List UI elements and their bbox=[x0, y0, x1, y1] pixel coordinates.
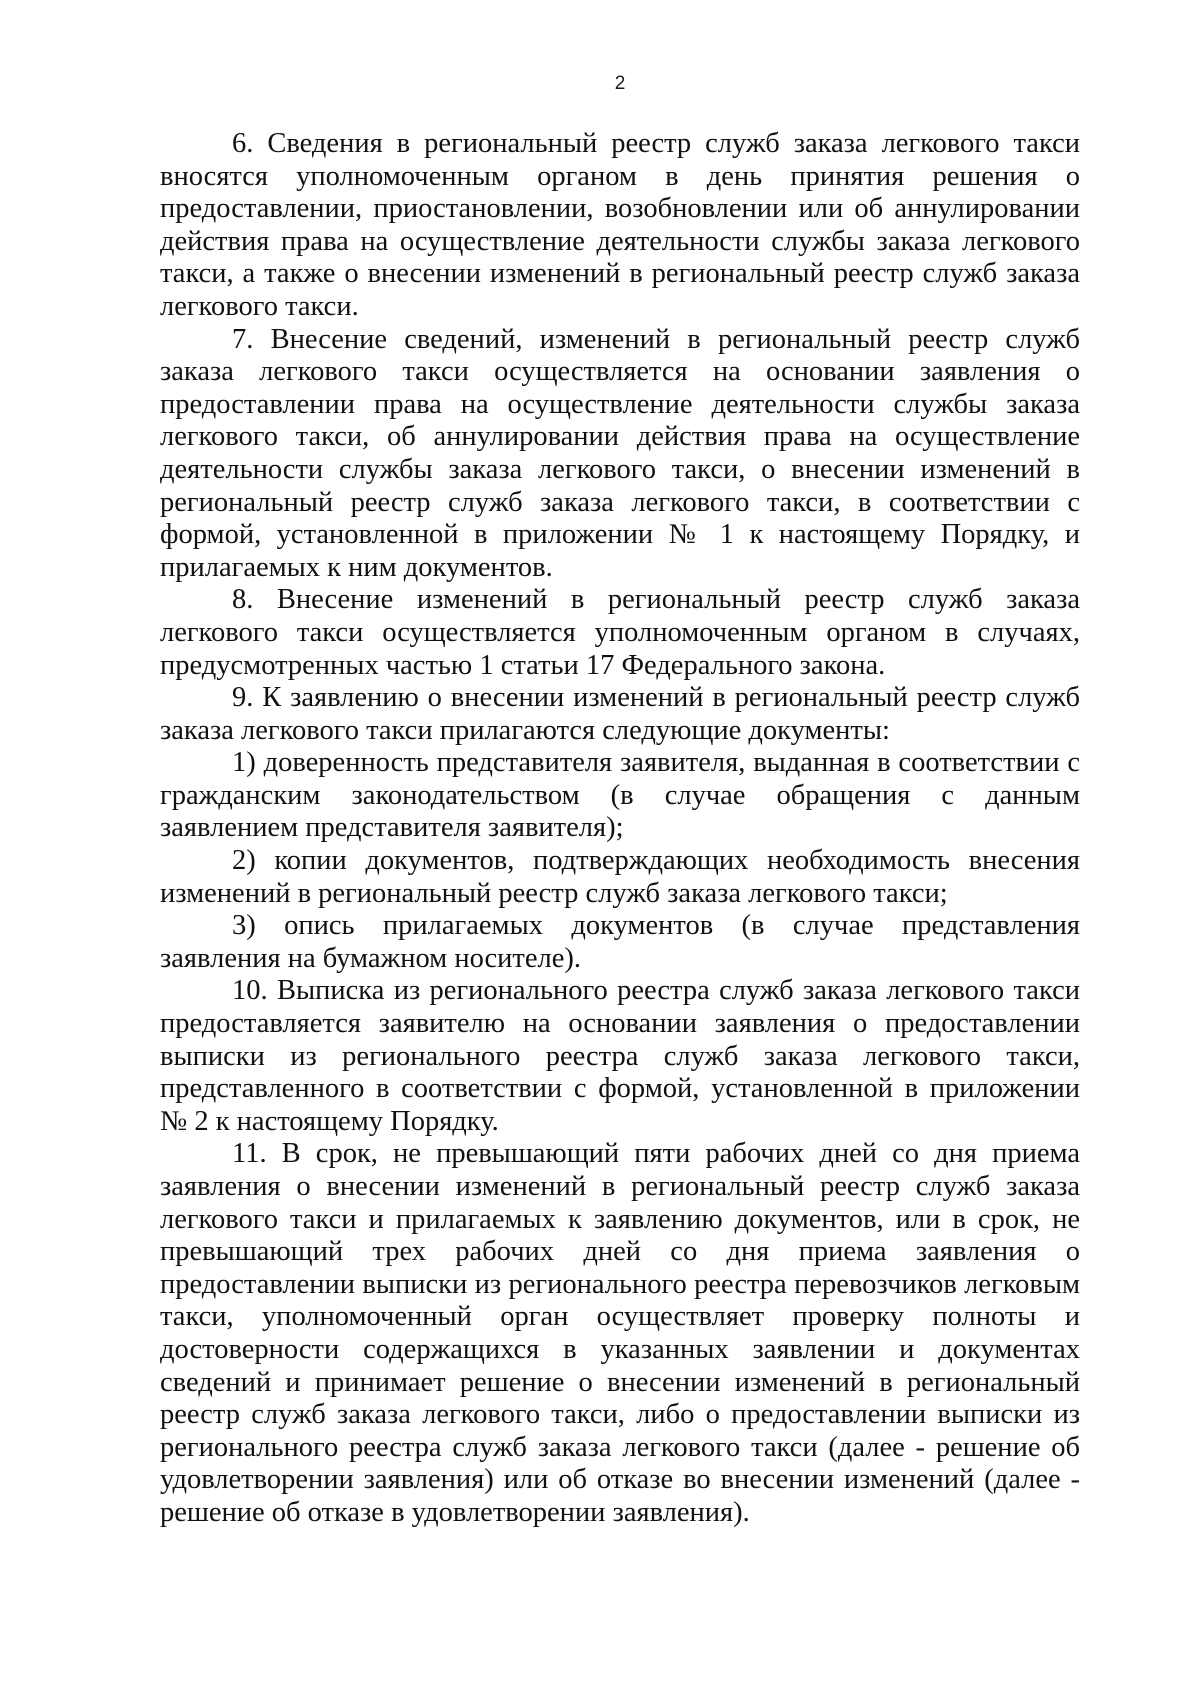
list-item-2: 2) копии документов, подтверждающих необходимость внесения изменений в региональный реестр служб заказа легкового такси; bbox=[160, 845, 1080, 909]
paragraph-6: 6. Сведения в региональный реестр служб заказа легкового такси вносятся уполномоченным органом в день принятия решения о предоставлении, приостановлении, возобновлении или об аннулировании действия права на осуществление деятельности службы заказа легкового такси, а также о внесении изменений в региональный реестр служб заказа легкового такси. bbox=[160, 128, 1080, 322]
paragraph-11: 11. В срок, не превышающий пяти рабочих дней со дня приема заявления о внесении изменений в региональный реестр служб заказа легкового такси и прилагаемых к заявлению документов, или в срок, не превышающий трех рабочих дней со дня приема заявления о предоставлении выписки из регионального реестра перевозчиков легковым такси, уполномоченный орган осуществляет проверку полноты и достоверности содержащихся в указанных заявлении и документах сведений и принимает решение о внесении изменений в региональный реестр служб заказа легкового такси, либо о предоставлении выписки из регионального реестра служб заказа легкового такси (далее - решение об удовлетворении заявления) или об отказе во внесении изменений (далее - решение об отказе в удовлетворении заявления). bbox=[160, 1138, 1080, 1528]
list-item-3: 3) опись прилагаемых документов (в случае представления заявления на бумажном носителе). bbox=[160, 910, 1080, 974]
paragraph-8: 8. Внесение изменений в региональный реестр служб заказа легкового такси осуществляется уполномоченным органом в случаях, предусмотренных частью 1 статьи 17 Федерального закона. bbox=[160, 584, 1080, 681]
paragraph-10: 10. Выписка из регионального реестра служб заказа легкового такси предоставляется заявителю на основании заявления о предоставлении выписки из регионального реестра служб заказа легкового такси, представленного в соответствии с формой, установленной в приложении № 2 к настоящему Порядку. bbox=[160, 975, 1080, 1137]
paragraph-7: 7. Внесение сведений, изменений в региональный реестр служб заказа легкового такси осуществляется на основании заявления о предоставлении права на осуществление деятельности службы заказа легкового такси, об аннулировании действия права на осуществление деятельности службы заказа легкового такси, о внесении изменений в региональный реестр служб заказа легкового такси, в соответствии с формой, установленной в приложении № 1 к настоящему Порядку, и прилагаемых к ним документов. bbox=[160, 323, 1080, 583]
paragraph-9: 9. К заявлению о внесении изменений в региональный реестр служб заказа легкового такси прилагаются следующие документы: bbox=[160, 682, 1080, 746]
document-body bbox=[160, 128, 1080, 1530]
list-item-1: 1) доверенность представителя заявителя, выданная в соответствии с гражданским законодательством (в случае обращения с данным заявлением представителя заявителя); bbox=[160, 747, 1080, 844]
page-number: 2 bbox=[614, 73, 626, 94]
